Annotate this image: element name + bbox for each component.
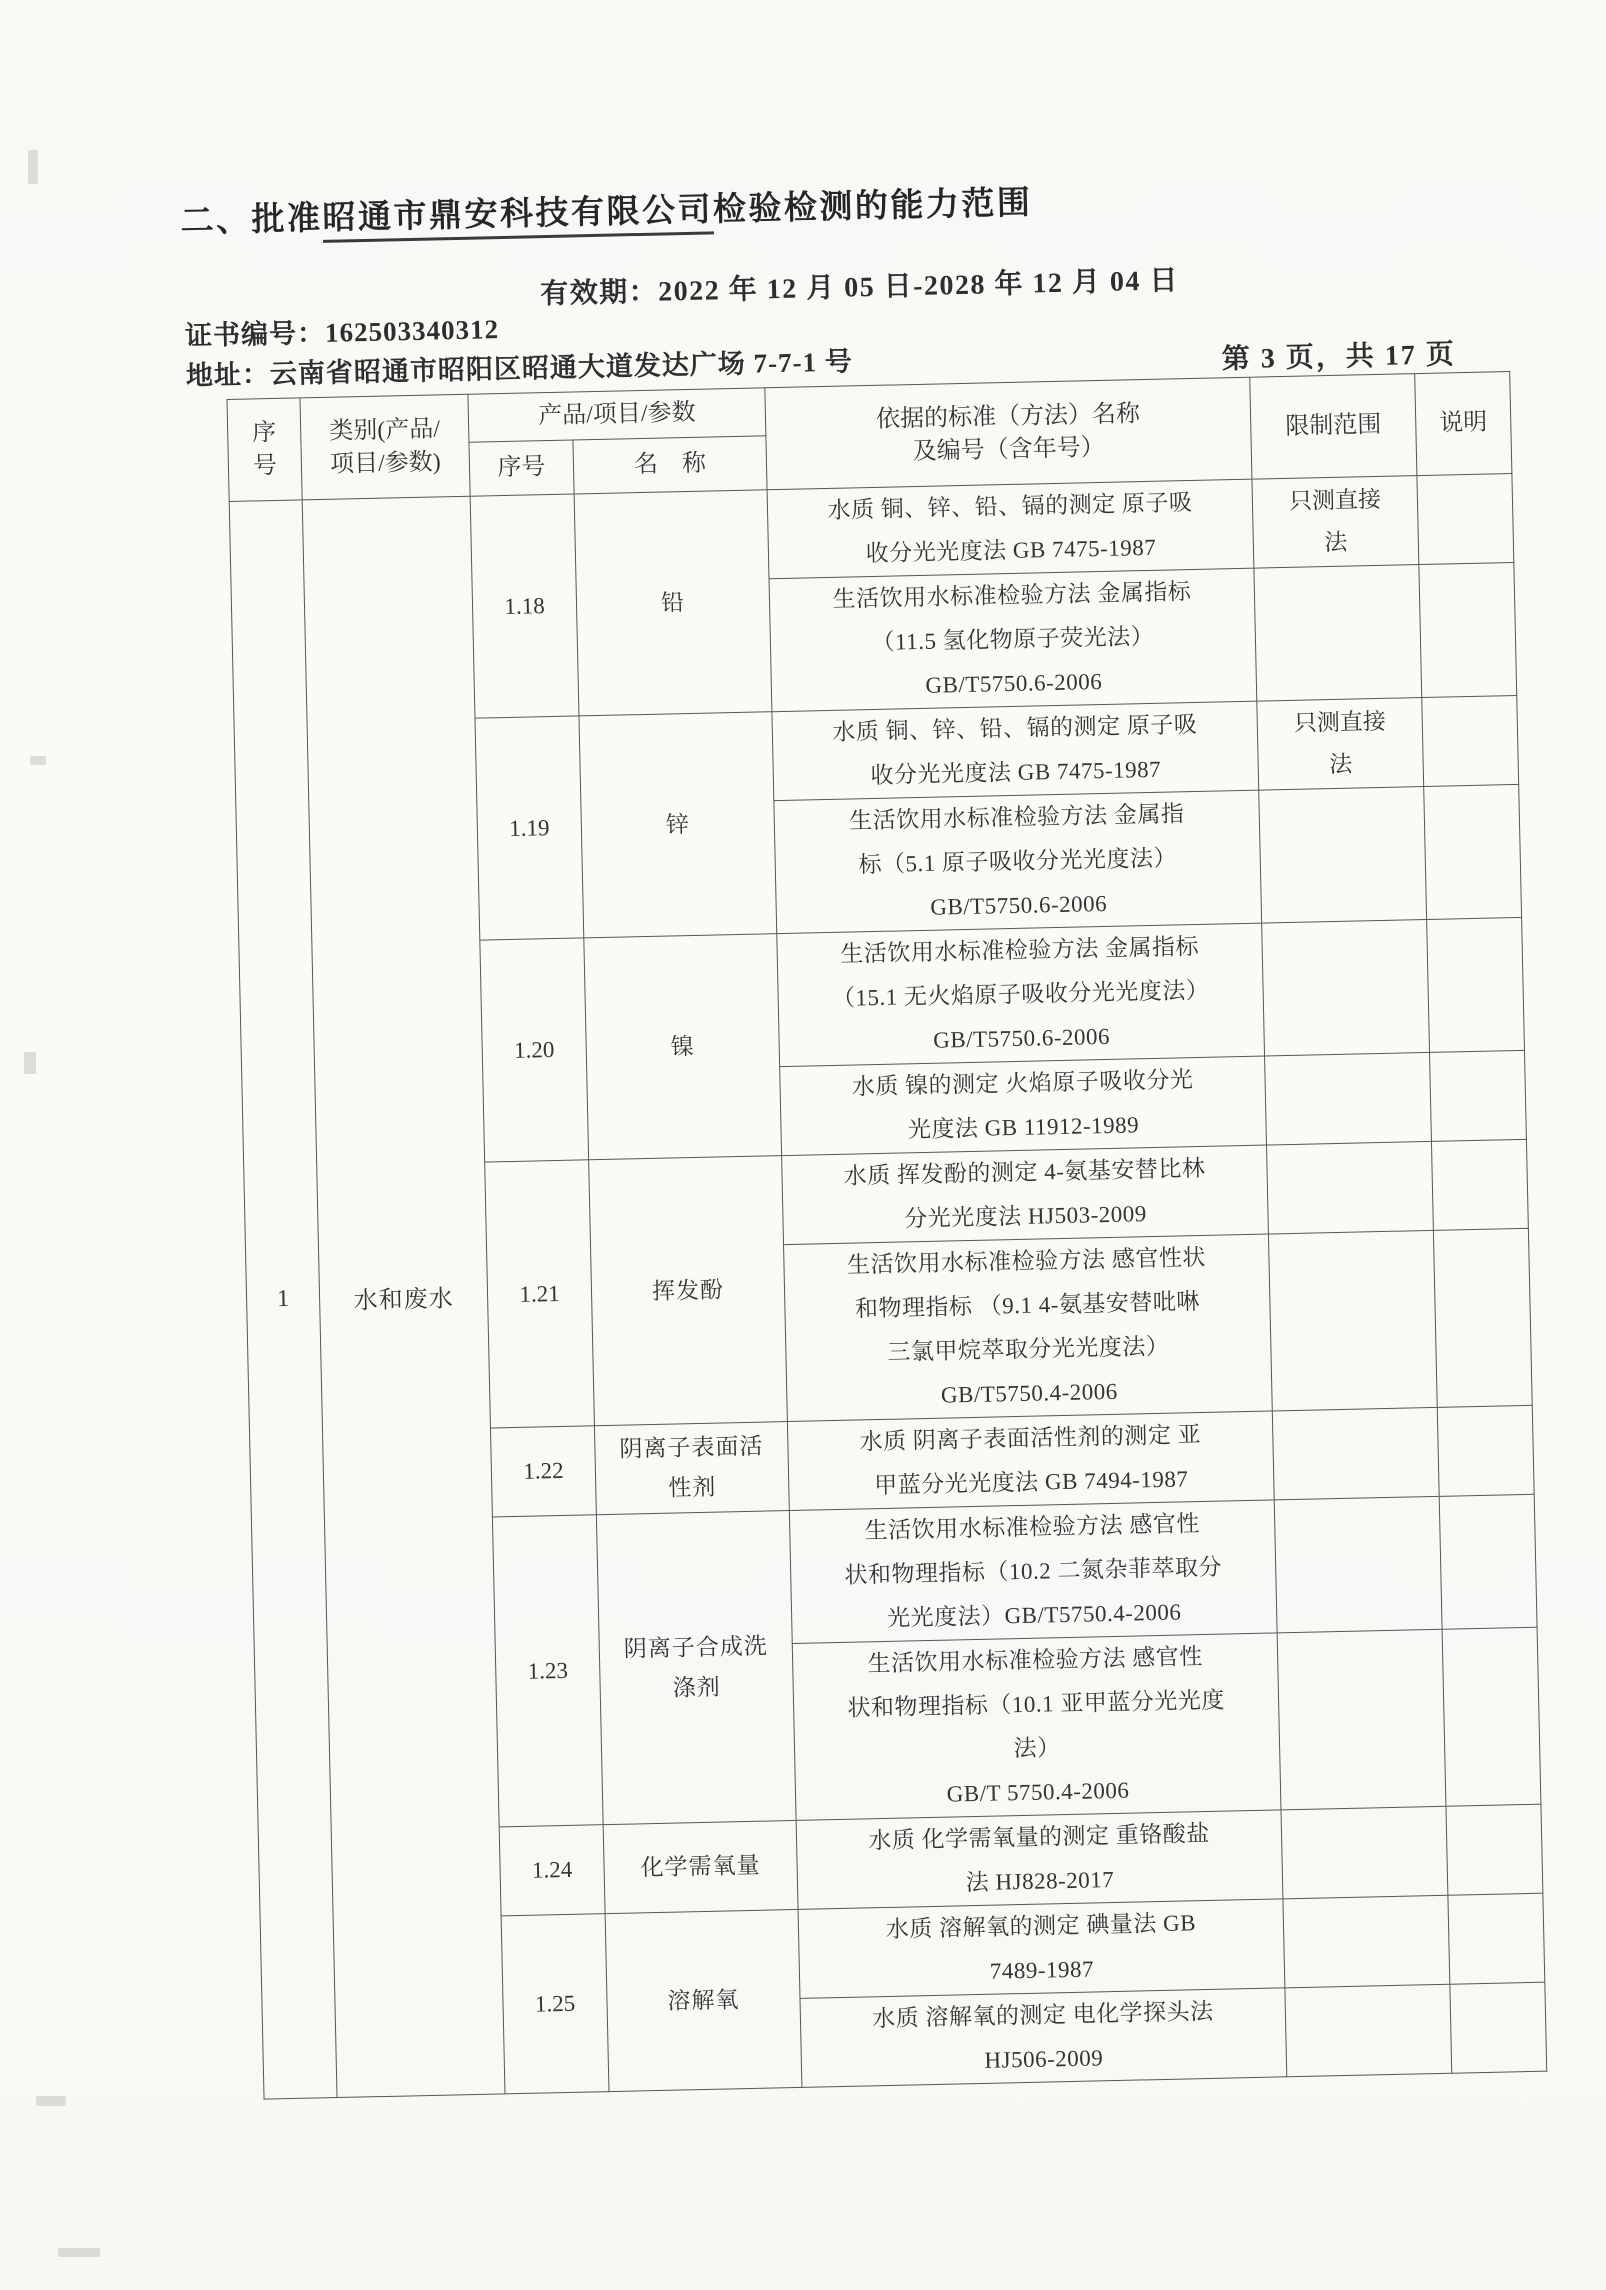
item-name-cell: 铅 xyxy=(574,490,772,716)
standard-cell: 水质 化学需氧量的测定 重铬酸盐 法 HJ828-2017 xyxy=(796,1810,1283,1910)
limit-cell xyxy=(1259,787,1427,924)
note-cell xyxy=(1439,1494,1537,1629)
limit-cell xyxy=(1265,1052,1432,1145)
item-seq-cell: 1.21 xyxy=(485,1160,595,1428)
note-cell xyxy=(1448,1893,1545,1984)
standard-cell: 水质 铜、锌、铅、镉的测定 原子吸 收分光光度法 GB 7475-1987 xyxy=(772,701,1259,801)
note-cell xyxy=(1427,917,1525,1052)
item-name-cell: 挥发酚 xyxy=(589,1156,788,1426)
limit-cell xyxy=(1274,1496,1442,1633)
note-cell xyxy=(1430,1050,1527,1141)
title-prefix: 二、批准 xyxy=(180,200,323,240)
item-seq-cell: 1.24 xyxy=(499,1825,605,1916)
limit-cell xyxy=(1285,1984,1452,2077)
standard-cell: 水质 镍的测定 火焰原子吸收分光 光度法 GB 11912-1989 xyxy=(780,1056,1267,1156)
item-name-cell: 溶解氧 xyxy=(605,1909,802,2091)
limit-cell xyxy=(1283,1895,1450,1988)
header-product-group: 产品/项目/参数 xyxy=(468,388,766,442)
item-seq-cell: 1.22 xyxy=(490,1426,596,1517)
document-content xyxy=(180,165,1581,2100)
group-category-cell: 水和废水 xyxy=(302,496,505,2097)
item-name-cell: 化学需氧量 xyxy=(603,1820,798,1913)
note-cell xyxy=(1417,474,1514,565)
scan-artifact xyxy=(28,150,38,184)
address-line: 地址：云南省昭通市昭阳区昭通大道发达广场 7-7-1 号 xyxy=(185,346,854,391)
header-standard: 依据的标准（方法）名称 及编号（含年号） xyxy=(765,377,1252,490)
standard-cell: 水质 挥发酚的测定 4-氨基安替比林 分光光度法 HJ503-2009 xyxy=(782,1145,1269,1245)
group-seq-cell: 1 xyxy=(229,500,337,2099)
limit-cell xyxy=(1266,1141,1433,1234)
note-cell xyxy=(1422,695,1519,786)
standard-cell: 生活饮用水标准检验方法 感官性 状和物理指标（10.2 二氮杂菲萃取分 光光度法）GB/T5750.4-2006 xyxy=(789,1500,1277,1644)
note-cell xyxy=(1446,1804,1543,1895)
scan-artifact xyxy=(36,2096,66,2106)
standard-cell: 水质 溶解氧的测定 碘量法 GB 7489-1987 xyxy=(798,1899,1285,1999)
standard-cell: 生活饮用水标准检验方法 金属指标 （15.1 无火焰原子吸收分光光度法） GB/T5750.6-2006 xyxy=(777,923,1265,1067)
scan-artifact xyxy=(30,756,46,765)
limit-cell xyxy=(1262,919,1430,1056)
note-cell xyxy=(1431,1139,1528,1230)
table-body xyxy=(229,474,1547,2100)
item-name-cell: 阴离子合成洗 涤剂 xyxy=(596,1511,796,1825)
header-note: 说明 xyxy=(1415,372,1512,476)
document-meta xyxy=(181,212,1544,400)
standard-cell: 水质 铜、锌、铅、镉的测定 原子吸 收分光光度法 GB 7475-1987 xyxy=(767,479,1254,579)
header-category: 类别(产品/ 项目/参数) xyxy=(300,394,470,500)
scan-artifact xyxy=(24,1052,36,1074)
standard-cell: 水质 阴离子表面活性剂的测定 亚 甲蓝分光光度法 GB 7494-1987 xyxy=(787,1411,1274,1511)
note-cell xyxy=(1450,1982,1547,2073)
limit-cell: 只测直接 法 xyxy=(1252,476,1419,569)
note-cell xyxy=(1424,784,1522,919)
item-name-cell: 阴离子表面活 性剂 xyxy=(594,1422,789,1515)
page-number-info: 第 3 页，共 17 页 xyxy=(1221,339,1457,376)
item-name-cell: 镍 xyxy=(584,934,782,1160)
title-company-underlined: 昭通市鼎安科技有限公司 xyxy=(322,192,713,243)
validity-period: 有效期：2022 年 12 月 05 日-2028 年 12 月 04 日 xyxy=(539,265,1180,311)
note-cell xyxy=(1437,1405,1534,1496)
item-seq-cell: 1.19 xyxy=(475,716,584,940)
standard-cell: 生活饮用水标准检验方法 感官性 状和物理指标（10.1 亚甲蓝分光光度 法） GB/T 5750.4-2006 xyxy=(792,1633,1281,1821)
item-seq-cell: 1.23 xyxy=(492,1515,603,1827)
capability-table xyxy=(226,371,1547,2100)
certificate-number: 证书编号：162503340312 xyxy=(184,314,500,351)
standard-cell: 生活饮用水标准检验方法 金属指标 （11.5 氢化物原子荧光法） GB/T5750.6-2006 xyxy=(769,568,1257,712)
limit-cell xyxy=(1254,565,1422,702)
standard-cell: 水质 溶解氧的测定 电化学探头法 HJ506-2009 xyxy=(800,1988,1287,2088)
title-suffix: 检验检测的能力范围 xyxy=(712,185,1033,229)
standard-cell: 生活饮用水标准检验方法 感官性状 和物理指标 （9.1 4-氨基安替吡啉 三氯甲烷萃取分光光度法） GB/T5750.4-2006 xyxy=(784,1234,1273,1422)
standard-cell: 生活饮用水标准检验方法 金属指 标（5.1 原子吸收分光光度法） GB/T5750.6-2006 xyxy=(774,790,1262,934)
limit-cell xyxy=(1268,1230,1437,1411)
header-item-seq: 序号 xyxy=(469,440,574,496)
item-name-cell: 锌 xyxy=(579,712,777,938)
header-limit: 限制范围 xyxy=(1250,374,1417,480)
item-seq-cell: 1.25 xyxy=(501,1914,609,2094)
limit-cell xyxy=(1277,1629,1446,1810)
item-seq-cell: 1.20 xyxy=(480,938,589,1162)
header-seq: 序 号 xyxy=(227,398,302,502)
limit-cell xyxy=(1272,1407,1439,1500)
note-cell xyxy=(1433,1228,1532,1407)
limit-cell: 只测直接 法 xyxy=(1257,698,1424,791)
note-cell xyxy=(1442,1627,1541,1806)
scan-artifact xyxy=(58,2248,100,2257)
item-seq-cell: 1.18 xyxy=(470,494,579,718)
note-cell xyxy=(1419,562,1517,697)
header-item-name: 名 称 xyxy=(573,436,767,494)
limit-cell xyxy=(1281,1806,1448,1899)
